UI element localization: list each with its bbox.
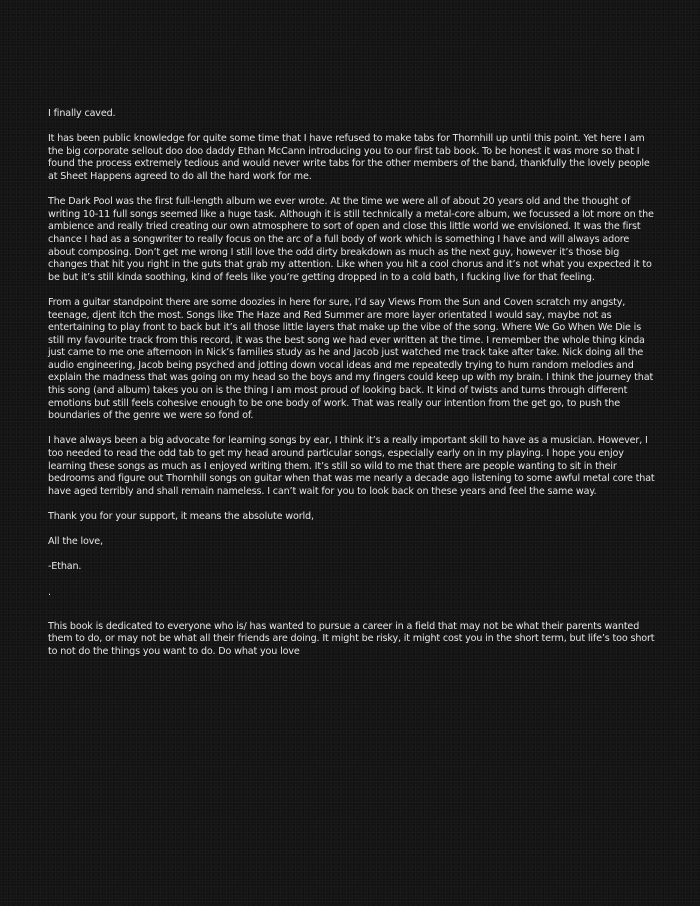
letter-paragraph-2: The Dark Pool was the first full-length album we ever wrote. At the time we were all of about 20 years old and the thought of writing 10-11 full songs seemed like a huge task. Although it is still technically a metal-core album, we focussed a lot more on the ambience and really tried creating our own atmosphere to sort of open and close this little world we envisioned. It was the first chance I had as a songwriter to really focus on the arc of a full body of work which is something I have and will always adore about composing. Don’t get me wrong I still love the odd dirty breakdown as much as the next guy, however it’s those big changes that hit you right in the guts that grab my attention. Like when you hit a cool chorus and it’s not what you expected it to be but it’s still kinda soothing, kind of feels like you’re getting dropped in to a cold bath, I fucking live for that feeling. [48,196,654,283]
letter-paragraph-3: From a guitar standpoint there are some doozies in here for sure, I’d say Views From the Sun and Coven scratch my angsty, teenage, djent itch the most. Songs like The Haze and Red Summer are more layer orientated I would say, maybe not as entertaining to play front to back but it’s all those little layers that make up the vibe of the song. Where We Go When We Die is still my favourite track from this record, it was the best song we had ever written at the time. I remember the whole thing kinda just came to me one afternoon in Nick’s families study as he and Jacob just watched me track take after take. Nick doing all the audio engineering, Jacob being psyched and jotting down vocal ideas and me repeatedly trying to hum random melodies and explain the madness that was going on my head so the boys and my fingers could keep up with my brain. I think the journey that this song (and album) takes you on is the thing I am most proud of looking back. It kind of twists and turns through different emotions but still feels cohesive enough to be one body of work. That was really our intention from the get go, to push the boundaries of the genre we were so fond of. [48,296,654,422]
letter-thanks: Thank you for your support, it means the absolute world, [48,511,314,522]
letter-paragraph-1: It has been public knowledge for quite some time that I have refused to make tabs for Thornhill up until this point. Yet here I am the big corporate sellout doo doo daddy Ethan McCann introducing you to our first tab book. To be honest it was more so that I found the process extremely tedious and would never write tabs for the other members of the band, thankfully the lovely people at Sheet Happens agreed to do all the hard work for me. [48,133,650,182]
letter-page [48,108,658,671]
letter-closing: All the love, [48,536,103,548]
separator-dot: . [48,586,51,598]
letter-opening: I finally caved. [48,108,116,119]
letter-paragraph-4: I have always been a big advocate for learning songs by ear, I think it’s a really important skill to have as a musician. However, I too needed to read the odd tab to get my head around particular songs, especially early on in my playing. I hope you enjoy learning these songs as much as I enjoyed writing them. It’s still so wild to me that there are people wanting to sit in their bedrooms and figure out Thornhill songs on guitar when that was me nearly a decade ago listening to some awful metal core that have aged terribly and shall remain nameless. I can’t wait for you to look back on these years and feel the same way. [48,435,655,497]
letter-signature: -Ethan. [48,561,82,573]
dedication-text: This book is dedicated to everyone who is/ has wanted to pursue a career in a field that may not be what their parents wanted them to do, or may not be what all their friends are doing. It might be risky, it might cost you in the short term, but life’s too short to not do the things you want to do. Do what you love [48,620,655,657]
